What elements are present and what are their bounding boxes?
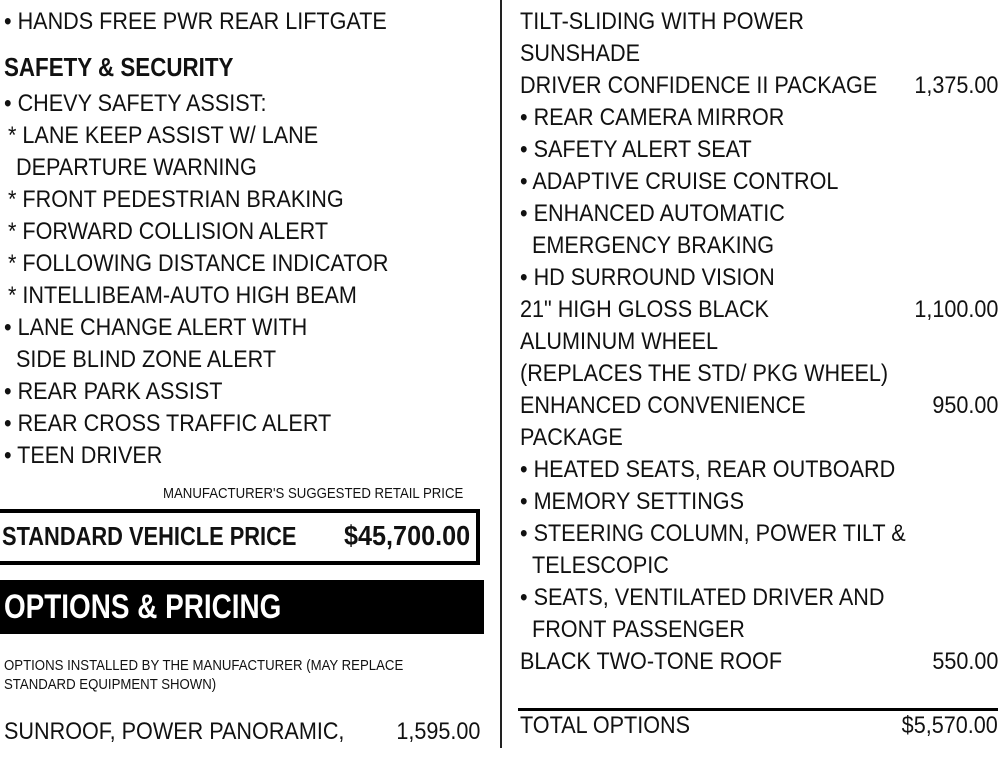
feature-line: • REAR PARK ASSIST — [4, 378, 223, 405]
options-note: OPTIONS INSTALLED BY THE MANUFACTURER (MAY REPLACE — [4, 657, 404, 674]
feature-line: • HANDS FREE PWR REAR LIFTGATE — [4, 8, 387, 35]
option-line: TILT-SLIDING WITH POWER — [520, 8, 805, 35]
feature-line: * FORWARD COLLISION ALERT — [8, 218, 329, 245]
option-line: • STEERING COLUMN, POWER TILT & — [520, 520, 906, 547]
standard-price-label: STANDARD VEHICLE PRICE — [2, 521, 297, 551]
standard-price-value: $45,700.00 — [343, 520, 470, 551]
option-price: 550.00 — [931, 648, 998, 675]
feature-line: * FOLLOWING DISTANCE INDICATOR — [8, 250, 389, 277]
total-options-value: $5,570.00 — [901, 712, 998, 739]
option-line: TELESCOPIC — [532, 552, 669, 579]
standard-price-box — [0, 509, 480, 565]
option-line: • HD SURROUND VISION — [520, 264, 775, 291]
column-divider — [500, 0, 502, 748]
feature-line: SIDE BLIND ZONE ALERT — [16, 346, 277, 373]
feature-line: DEPARTURE WARNING — [16, 154, 257, 181]
options-heading: OPTIONS & PRICING — [4, 588, 282, 626]
option-line: SUNSHADE — [520, 40, 641, 67]
option-price: 1,100.00 — [913, 296, 998, 323]
option-price: 950.00 — [931, 392, 998, 419]
option-line: PACKAGE — [520, 424, 623, 451]
option-line: ENHANCED CONVENIENCE — [520, 392, 806, 419]
option-line: ALUMINUM WHEEL — [520, 328, 719, 355]
feature-line: • TEEN DRIVER — [4, 442, 163, 469]
option-line: 21" HIGH GLOSS BLACK — [520, 296, 769, 323]
option-line: • SAFETY ALERT SEAT — [520, 136, 752, 163]
option-line: • ADAPTIVE CRUISE CONTROL — [520, 168, 839, 195]
feature-line: • LANE CHANGE ALERT WITH — [4, 314, 308, 341]
option-line: • ENHANCED AUTOMATIC — [520, 200, 785, 227]
feature-line: * LANE KEEP ASSIST W/ LANE — [8, 122, 319, 149]
total-options-label: TOTAL OPTIONS — [520, 712, 691, 739]
feature-line: * FRONT PEDESTRIAN BRAKING — [8, 186, 344, 213]
option-line: • SEATS, VENTILATED DRIVER AND — [520, 584, 885, 611]
option-line: FRONT PASSENGER — [532, 616, 745, 643]
option-line: DRIVER CONFIDENCE II PACKAGE — [520, 72, 878, 99]
option-line: (REPLACES THE STD/ PKG WHEEL) — [520, 360, 889, 387]
safety-heading: SAFETY & SECURITY — [4, 52, 234, 82]
option-name: SUNROOF, POWER PANORAMIC, — [4, 718, 345, 745]
option-line: • REAR CAMERA MIRROR — [520, 104, 785, 131]
option-line: • HEATED SEATS, REAR OUTBOARD — [520, 456, 896, 483]
feature-line: • REAR CROSS TRAFFIC ALERT — [4, 410, 332, 437]
feature-line: * INTELLIBEAM-AUTO HIGH BEAM — [8, 282, 357, 309]
option-price: 1,375.00 — [913, 72, 998, 99]
feature-line: • CHEVY SAFETY ASSIST: — [4, 90, 267, 117]
options-heading-band — [0, 580, 484, 634]
options-note: STANDARD EQUIPMENT SHOWN) — [4, 676, 217, 693]
option-line: BLACK TWO-TONE ROOF — [520, 648, 783, 675]
option-price: 1,595.00 — [395, 718, 480, 745]
option-line: • MEMORY SETTINGS — [520, 488, 745, 515]
msrp-label: MANUFACTURER'S SUGGESTED RETAIL PRICE — [163, 485, 464, 502]
option-line: EMERGENCY BRAKING — [532, 232, 775, 259]
